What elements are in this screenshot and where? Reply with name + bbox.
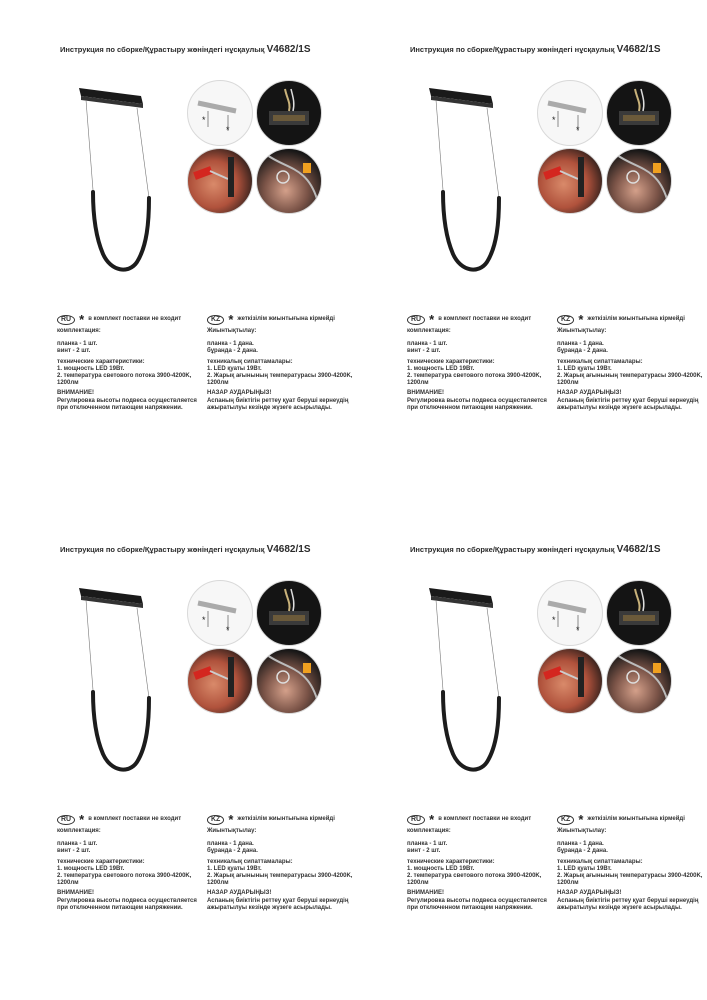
ru-kit-item: планка - 1 шт. — [407, 341, 448, 348]
step-1-mounting-bar-image — [537, 580, 603, 646]
instruction-title: Инструкция по сборке/Құрастыру жөніндегі нұсқаулық V4682/1S — [410, 44, 661, 55]
ru-warning-text: Регулировка высоты подвеса осуществляется — [407, 897, 547, 904]
kz-spec-heading: техникалық сипаттамалары: — [207, 358, 293, 365]
asterisk-icon: * — [578, 312, 584, 327]
kz-kit-heading: Жиынтықтылау: — [557, 828, 607, 834]
kz-spec-item: 2. Жарық ағынының температурасы 3900-4200K, — [207, 873, 353, 880]
kz-spec-item: 1. LED қуаты 19Вт. — [557, 365, 612, 372]
ru-section — [407, 314, 555, 412]
model-number: V4682/1S — [266, 544, 311, 555]
kz-warning-text: Аспаның биіктігін реттеу қуат беруші кернеудің — [557, 897, 699, 904]
ru-kit-item: винт - 2 шт. — [57, 348, 91, 355]
ru-warning-heading: ВНИМАНИЕ! — [407, 890, 444, 897]
kz-spec-item: 1. LED қуаты 19Вт. — [207, 365, 262, 372]
asterisk-icon: * — [79, 312, 85, 327]
ru-spec-heading: технические характеристики: — [407, 358, 495, 365]
svg-text:*: * — [552, 615, 556, 625]
ru-language-badge: RU — [57, 315, 75, 325]
ru-kit-heading: комплектация: — [407, 828, 451, 834]
asterisk-icon: * — [429, 812, 435, 827]
kz-warning-text: Аспаның биіктігін реттеу қуат беруші кернеудің — [557, 397, 699, 404]
kz-spec-item: 1. LED қуаты 19Вт. — [207, 865, 262, 872]
ru-spec-item: 2. температура светового потока 3900-4200K, — [407, 373, 542, 380]
ru-spec-item: 2. температура светового потока 3900-4200K, — [57, 373, 192, 380]
ru-kit-heading: комплектация: — [57, 328, 101, 334]
kz-spec-item: 1200лм — [557, 380, 579, 387]
instruction-title: Инструкция по сборке/Құрастыру жөніндегі нұсқаулық V4682/1S — [60, 544, 311, 555]
lamp-illustration — [421, 582, 501, 782]
ru-warning-text: при отключенном питающем напряжении. — [57, 404, 183, 411]
kz-section — [557, 314, 707, 412]
step-3-screw-tightening-image — [537, 148, 603, 214]
kz-kit-item: планка - 1 дана. — [557, 841, 604, 848]
ru-spec-item: 1200лм — [57, 380, 79, 387]
model-number: V4682/1S — [266, 44, 311, 55]
ru-warning-text: при отключенном питающем напряжении. — [57, 904, 183, 911]
ru-spec-heading: технические характеристики: — [407, 858, 495, 865]
asterisk-icon: * — [228, 312, 234, 327]
ru-star-note: в комплект поставки не входит — [438, 816, 532, 823]
step-3-screw-tightening-image — [537, 648, 603, 714]
kz-warning-heading: НАЗАР АУДАРЫҢЫЗ! — [207, 390, 272, 397]
kz-warning-text: Аспаның биіктігін реттеу қуат беруші кернеудің — [207, 397, 349, 404]
ru-spec-item: 2. температура светового потока 3900-4200K, — [57, 873, 192, 880]
ru-spec-item: 1200лм — [407, 380, 429, 387]
kz-spec-heading: техникалық сипаттамалары: — [557, 858, 643, 865]
ru-spec-item: 1. мощность LED 19Вт. — [407, 365, 475, 372]
ru-language-badge: RU — [407, 315, 425, 325]
instruction-card-top-left — [57, 44, 357, 424]
kz-kit-heading: Жиынтықтылау: — [207, 328, 257, 334]
assembly-steps — [537, 580, 672, 715]
kz-warning-heading: НАЗАР АУДАРЫҢЫЗ! — [207, 890, 272, 897]
ru-language-badge: RU — [407, 815, 425, 825]
ru-kit-item: планка - 1 шт. — [57, 341, 98, 348]
kz-language-badge: KZ — [557, 815, 574, 825]
kz-warning-text: ажыратылуы кезінде жүзеге асырылады. — [557, 904, 682, 911]
model-number: V4682/1S — [616, 544, 661, 555]
ru-kit-item: винт - 2 шт. — [57, 848, 91, 855]
instruction-title: Инструкция по сборке/Құрастыру жөніндегі нұсқаулық V4682/1S — [60, 44, 311, 55]
ru-spec-item: 1. мощность LED 19Вт. — [57, 865, 125, 872]
asterisk-icon: * — [228, 812, 234, 827]
ru-warning-text: при отключенном питающем напряжении. — [407, 404, 533, 411]
kz-kit-item: планка - 1 дана. — [207, 841, 254, 848]
instruction-card-top-right — [407, 44, 707, 424]
ru-spec-heading: технические характеристики: — [57, 358, 145, 365]
kz-section — [557, 814, 707, 912]
lamp-illustration — [421, 82, 501, 282]
kz-language-badge: KZ — [207, 815, 224, 825]
model-number: V4682/1S — [616, 44, 661, 55]
step-4-hanging-adjustment-image — [256, 148, 322, 214]
ru-star-note: в комплект поставки не входит — [88, 816, 182, 823]
kz-section — [207, 314, 357, 412]
step-1-mounting-bar-image — [187, 80, 253, 146]
instruction-card-bottom-right — [407, 544, 707, 924]
ru-warning-text: Регулировка высоты подвеса осуществляется — [57, 397, 197, 404]
assembly-steps — [537, 80, 672, 215]
ru-star-note: в комплект поставки не входит — [88, 316, 182, 323]
ru-spec-heading: технические характеристики: — [57, 858, 145, 865]
svg-text:*: * — [226, 125, 230, 135]
kz-kit-heading: Жиынтықтылау: — [207, 828, 257, 834]
ru-warning-text: Регулировка высоты подвеса осуществляется — [407, 397, 547, 404]
kz-kit-heading: Жиынтықтылау: — [557, 328, 607, 334]
kz-kit-item: бұранда - 2 дана. — [207, 848, 258, 855]
assembly-steps — [187, 580, 322, 715]
ru-kit-heading: комплектация: — [407, 328, 451, 334]
kz-spec-item: 2. Жарық ағынының температурасы 3900-4200K, — [557, 373, 703, 380]
kz-warning-heading: НАЗАР АУДАРЫҢЫЗ! — [557, 890, 622, 897]
svg-text:*: * — [552, 115, 556, 125]
instruction-title: Инструкция по сборке/Құрастыру жөніндегі нұсқаулық V4682/1S — [410, 544, 661, 555]
kz-warning-heading: НАЗАР АУДАРЫҢЫЗ! — [557, 390, 622, 397]
ru-spec-item: 1. мощность LED 19Вт. — [407, 865, 475, 872]
ru-spec-item: 1. мощность LED 19Вт. — [57, 365, 125, 372]
ru-kit-item: винт - 2 шт. — [407, 348, 441, 355]
ru-spec-item: 1200лм — [57, 880, 79, 887]
ru-star-note: в комплект поставки не входит — [438, 316, 532, 323]
ru-spec-item: 2. температура светового потока 3900-4200K, — [407, 873, 542, 880]
step-2-wiring-image — [256, 80, 322, 146]
step-2-wiring-image — [606, 580, 672, 646]
ru-warning-text: Регулировка высоты подвеса осуществляется — [57, 897, 197, 904]
kz-language-badge: KZ — [207, 315, 224, 325]
asterisk-icon: * — [429, 312, 435, 327]
kz-warning-text: Аспаның биіктігін реттеу қуат беруші кернеудің — [207, 897, 349, 904]
kz-kit-item: планка - 1 дана. — [207, 341, 254, 348]
asterisk-icon: * — [79, 812, 85, 827]
asterisk-icon: * — [578, 812, 584, 827]
svg-text:*: * — [576, 625, 580, 635]
ru-section — [407, 814, 555, 912]
step-1-mounting-bar-image — [537, 80, 603, 146]
step-2-wiring-image — [606, 80, 672, 146]
ru-warning-heading: ВНИМАНИЕ! — [57, 390, 94, 397]
assembly-steps — [187, 80, 322, 215]
kz-spec-item: 2. Жарық ағынының температурасы 3900-4200K, — [207, 373, 353, 380]
step-4-hanging-adjustment-image — [256, 648, 322, 714]
kz-star-note: жеткізілім жиынтығына кірмейді — [587, 816, 685, 823]
kz-star-note: жеткізілім жиынтығына кірмейді — [237, 816, 335, 823]
svg-text:*: * — [202, 615, 206, 625]
kz-star-note: жеткізілім жиынтығына кірмейді — [587, 316, 685, 323]
step-4-hanging-adjustment-image — [606, 648, 672, 714]
kz-spec-heading: техникалық сипаттамалары: — [207, 858, 293, 865]
ru-kit-heading: комплектация: — [57, 828, 101, 834]
step-1-mounting-bar-image — [187, 580, 253, 646]
kz-kit-item: планка - 1 дана. — [557, 341, 604, 348]
ru-language-badge: RU — [57, 815, 75, 825]
ru-kit-item: планка - 1 шт. — [407, 841, 448, 848]
svg-text:*: * — [576, 125, 580, 135]
kz-kit-item: бұранда - 2 дана. — [207, 348, 258, 355]
kz-section — [207, 814, 357, 912]
kz-spec-heading: техникалық сипаттамалары: — [557, 358, 643, 365]
ru-warning-heading: ВНИМАНИЕ! — [407, 390, 444, 397]
step-2-wiring-image — [256, 580, 322, 646]
kz-warning-text: ажыратылуы кезінде жүзеге асырылады. — [557, 404, 682, 411]
ru-kit-item: винт - 2 шт. — [407, 848, 441, 855]
kz-spec-item: 2. Жарық ағынының температурасы 3900-4200K, — [557, 873, 703, 880]
kz-warning-text: ажыратылуы кезінде жүзеге асырылады. — [207, 904, 332, 911]
step-3-screw-tightening-image — [187, 148, 253, 214]
lamp-illustration — [71, 582, 151, 782]
ru-warning-text: при отключенном питающем напряжении. — [407, 904, 533, 911]
kz-kit-item: бұранда - 2 дана. — [557, 848, 608, 855]
kz-star-note: жеткізілім жиынтығына кірмейді — [237, 316, 335, 323]
kz-spec-item: 1200лм — [207, 880, 229, 887]
ru-section — [57, 314, 205, 412]
lamp-illustration — [71, 82, 151, 282]
kz-language-badge: KZ — [557, 315, 574, 325]
kz-warning-text: ажыратылуы кезінде жүзеге асырылады. — [207, 404, 332, 411]
ru-kit-item: планка - 1 шт. — [57, 841, 98, 848]
ru-spec-item: 1200лм — [407, 880, 429, 887]
kz-spec-item: 1200лм — [557, 880, 579, 887]
svg-text:*: * — [226, 625, 230, 635]
kz-spec-item: 1200лм — [207, 380, 229, 387]
ru-section — [57, 814, 205, 912]
kz-spec-item: 1. LED қуаты 19Вт. — [557, 865, 612, 872]
svg-text:*: * — [202, 115, 206, 125]
step-4-hanging-adjustment-image — [606, 148, 672, 214]
kz-kit-item: бұранда - 2 дана. — [557, 348, 608, 355]
step-3-screw-tightening-image — [187, 648, 253, 714]
instruction-card-bottom-left — [57, 544, 357, 924]
ru-warning-heading: ВНИМАНИЕ! — [57, 890, 94, 897]
